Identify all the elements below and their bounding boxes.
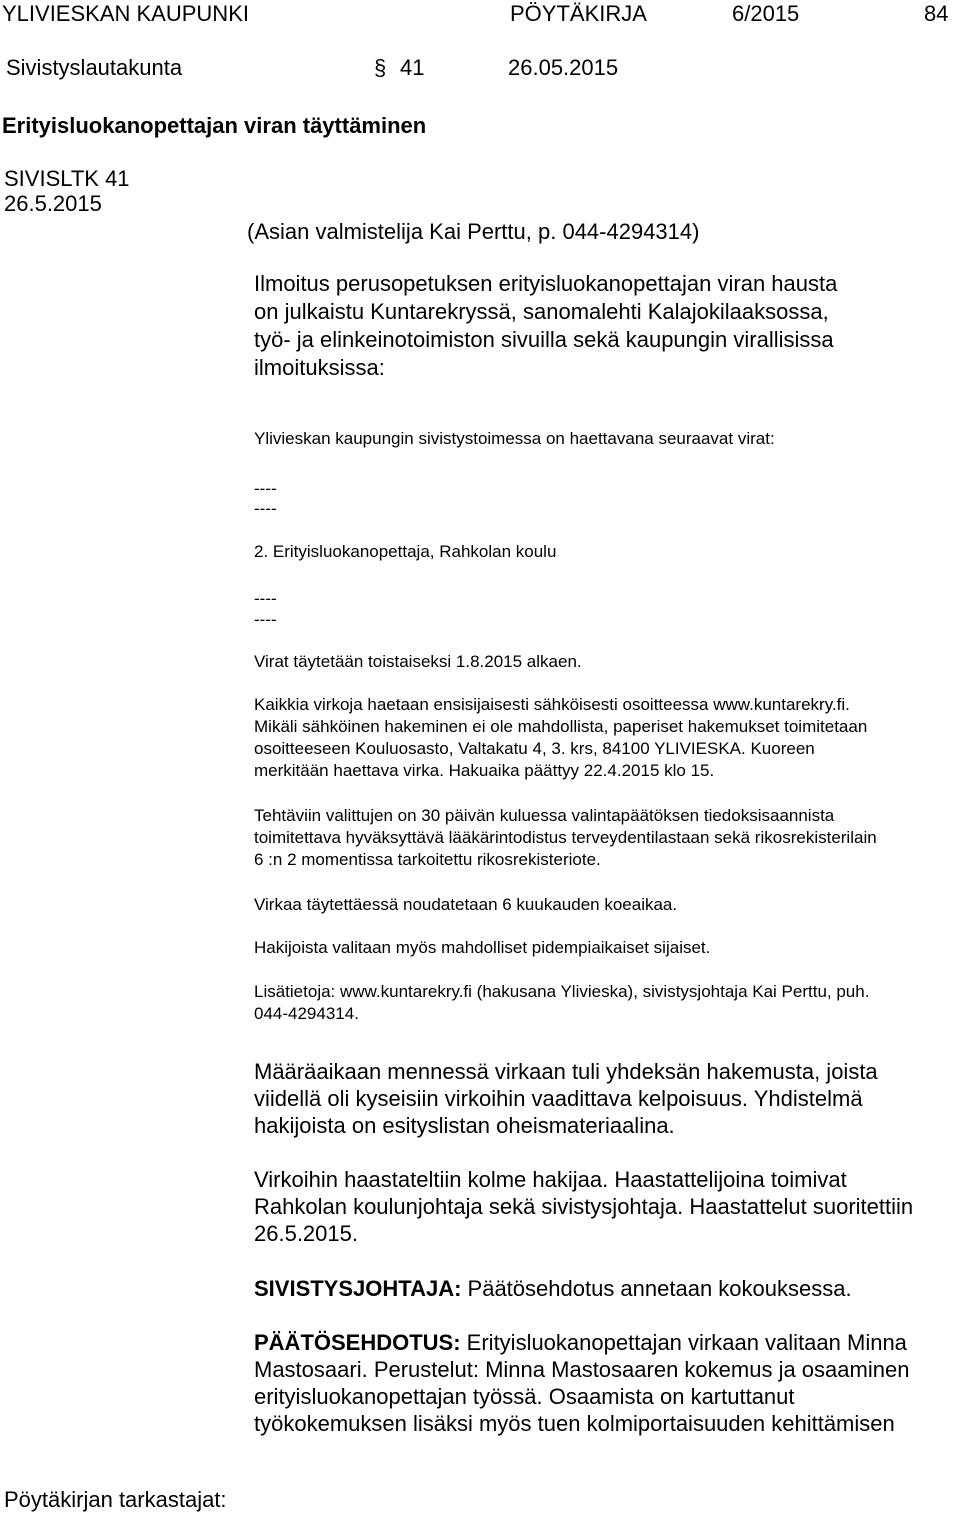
matter-title: Erityisluokanopettajan viran täyttäminen [2, 113, 427, 138]
proposal-label: PÄÄTÖSEHDOTUS: [254, 1330, 461, 1355]
section-symbol: § [374, 55, 387, 80]
notice-health [254, 805, 954, 871]
health-line: 6 :n 2 momentissa tarkoitettu rikosrekisteriote. [254, 850, 601, 869]
notice-position: 2. Erityisluokanopettaja, Rahkolan koulu [254, 542, 557, 561]
proposal-first-line: Erityisluokanopettajan virkaan valitaan Minna [460, 1330, 907, 1355]
director-statement [254, 1275, 852, 1303]
interviews-line: 26.5.2015. [254, 1221, 358, 1246]
applicants-line: Määräaikaan mennessä virkaan tuli yhdeksän hakemusta, joista [254, 1059, 878, 1084]
interviews-line: Virkoihin haastateltiin kolme hakijaa. Haastattelijoina toimivat [254, 1167, 847, 1192]
city-name: YLIVIESKAN KAUPUNKI [2, 1, 249, 26]
proposal-line: työkokemuksen lisäksi myös tuen kolmiportaisuuden kehittämisen [254, 1411, 895, 1436]
proposal-line: erityisluokanopettajan työssä. Osaamista on kartuttanut [254, 1384, 795, 1409]
proposal-line [254, 1329, 954, 1356]
notice-fill-date: Virat täytetään toistaiseksi 1.8.2015 alkaen. [254, 652, 582, 671]
preparer-note: (Asian valmistelija Kai Perttu, p. 044-4294314) [247, 219, 700, 244]
notice-trial: Virkaa täytettäessä noudatetaan 6 kuukauden koeaikaa. [254, 895, 678, 914]
interviews-paragraph [254, 1166, 954, 1247]
apply-line: merkitään haettava virka. Hakuaika päättyy 22.4.2015 klo 15. [254, 761, 715, 780]
intro-line: ilmoituksissa: [254, 355, 385, 380]
decision-proposal [254, 1329, 954, 1437]
info-line: 044-4294314. [254, 1004, 359, 1023]
page-number: 84 [924, 1, 949, 26]
intro-line: on julkaistu Kuntarekryssä, sanomalehti Kalajokilaaksossa, [254, 299, 829, 324]
intro-paragraph [254, 270, 954, 382]
applicants-line: viidellä oli kyseisiin virkoihin vaadittava kelpoisuus. Yhdistelmä [254, 1086, 863, 1111]
reference-date: 26.5.2015 [4, 191, 102, 216]
apply-line: osoitteeseen Kouluosasto, Valtakatu 4, 3. krs, 84100 YLIVIESKA. Kuoreen [254, 739, 815, 758]
applicants-line: hakijoista on esityslistan oheismateriaalina. [254, 1113, 675, 1138]
notice-info [254, 981, 954, 1025]
board-name: Sivistyslautakunta [6, 55, 183, 80]
reference-code-text: SIVISLTK 41 [4, 166, 130, 191]
interviews-line: Rahkolan koulunjohtaja sekä sivistysjohtaja. Haastattelut suoritettiin [254, 1194, 914, 1219]
health-line: Tehtäviin valittujen on 30 päivän kuluessa valintapäätöksen tiedoksisaannista [254, 806, 835, 825]
info-line: Lisätietoja: www.kuntarekry.fi (hakusana Ylivieska), sivistysjohtaja Kai Perttu, puh. [254, 982, 870, 1001]
intro-line: Ilmoitus perusopetuksen erityisluokanopettajan viran hausta [254, 271, 838, 296]
document-number: 6/2015 [732, 1, 800, 26]
notice-substitutes: Hakijoista valitaan myös mahdolliset pidempiaikaiset sijaiset. [254, 938, 711, 957]
director-text: Päätösehdotus annetaan kokouksessa. [461, 1276, 852, 1301]
document-type: PÖYTÄKIRJA [510, 1, 647, 26]
notice-separator: ---- [254, 499, 277, 518]
health-line: toimitettava hyväksyttävä lääkärintodistus terveydentilastaan sekä rikosrekisterilain [254, 828, 877, 847]
applicants-paragraph [254, 1058, 954, 1139]
notice-separator: ---- [254, 610, 277, 629]
notice-separator: ---- [254, 589, 277, 608]
notice-apply [254, 694, 954, 782]
apply-line: Kaikkia virkoja haetaan ensisijaisesti sähköisesti osoitteessa www.kuntarekry.fi. [254, 695, 850, 714]
director-label: SIVISTYSJOHTAJA: [254, 1276, 462, 1301]
notice-lead: Ylivieskan kaupungin sivistystoimessa on haettavana seuraavat virat: [254, 429, 775, 448]
intro-line: työ- ja elinkeinotoimiston sivuilla sekä kaupungin virallisissa [254, 327, 834, 352]
proposal-line: Mastosaari. Perustelut: Minna Mastosaaren kokemus ja osaaminen [254, 1357, 910, 1382]
apply-line: Mikäli sähköinen hakeminen ei ole mahdollista, paperiset hakemukset toimitetaan [254, 717, 868, 736]
section-number: 41 [400, 55, 425, 80]
notice-separator: ---- [254, 479, 277, 498]
reference-code [4, 165, 130, 193]
meeting-date: 26.05.2015 [508, 55, 619, 80]
minutes-checkers-label: Pöytäkirjan tarkastajat: [4, 1487, 227, 1512]
